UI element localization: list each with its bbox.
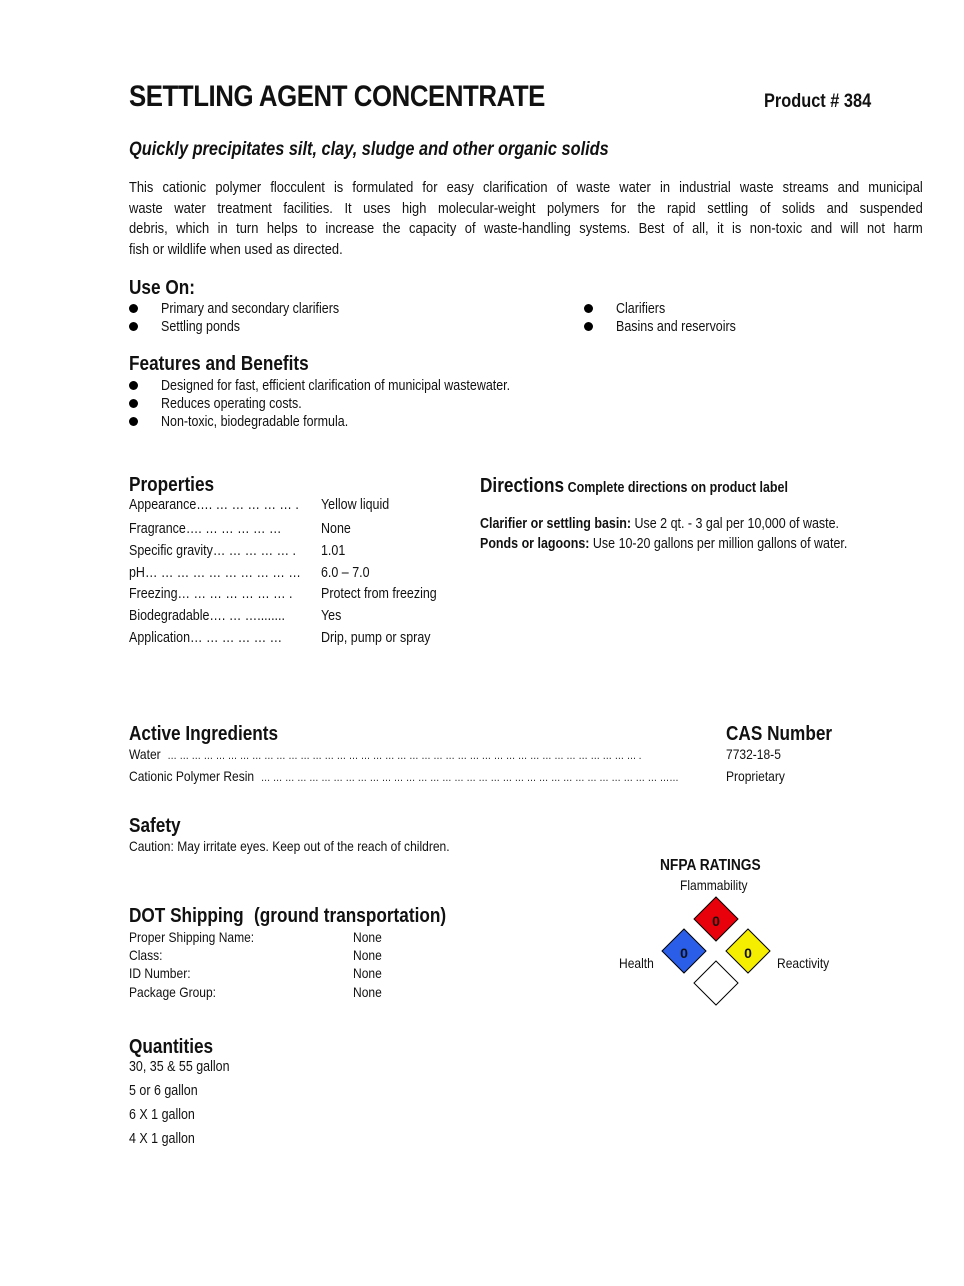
use-on-list-right	[584, 300, 884, 336]
intro-paragraph	[129, 178, 923, 260]
property-value: 1.01	[321, 543, 346, 559]
cas-number: 7732-18-5	[726, 746, 781, 762]
dot-header	[129, 905, 446, 928]
direction-line	[480, 536, 847, 552]
ingredient-row	[129, 768, 679, 784]
list-item: Designed for fast, efficient clarification of municipal wastewater.	[129, 377, 629, 395]
list-item: Primary and secondary clarifiers	[129, 300, 549, 318]
property-label: pH… … … … … … … … … …	[129, 565, 301, 581]
nfpa-special-diamond	[694, 961, 738, 1005]
property-label: Application… … … … … …	[129, 630, 283, 646]
property-value: Drip, pump or spray	[321, 630, 431, 646]
property-label: Specific gravity… … … … … .	[129, 543, 297, 559]
bullet-icon	[129, 304, 138, 313]
bullet-icon	[129, 381, 138, 390]
intro-line: debris, which in turn helps to increase the capacity of waste-handling systems. Best of all, it is non-toxic and will not harm	[129, 220, 923, 237]
nfpa-reactivity-value: 0	[744, 945, 752, 961]
dot-label: Proper Shipping Name:	[129, 929, 255, 945]
ingredient-name: Cationic Polymer Resin	[129, 768, 255, 784]
direction-label: Ponds or lagoons:	[480, 536, 590, 552]
direction-text: Use 2 qt. - 3 gal per 10,000 of waste.	[631, 516, 840, 532]
nfpa-flammability-value: 0	[712, 913, 720, 929]
safety-heading: Safety	[129, 815, 181, 837]
bullet-icon	[129, 399, 138, 408]
use-on-list-left	[129, 300, 549, 336]
property-value: Protect from freezing	[321, 586, 437, 602]
direction-label: Clarifier or settling basin:	[480, 516, 632, 532]
direction-text: Use 10-20 gallons per million gallons of water.	[589, 536, 848, 552]
dot-value: None	[353, 947, 382, 963]
property-value: None	[321, 521, 351, 537]
dot-value: None	[353, 984, 382, 1000]
properties-heading: Properties	[129, 474, 215, 496]
property-value: 6.0 – 7.0	[321, 565, 370, 581]
bullet-icon	[129, 322, 138, 331]
dot-label: Class:	[129, 947, 163, 963]
intro-line: waste water treatment facilities. It uses high molecular-weight polymers for the rapid settling of solids and suspended	[129, 199, 923, 217]
bullet-icon	[129, 417, 138, 426]
ingredient-name: Water	[129, 746, 161, 762]
dot-label: Package Group:	[129, 984, 217, 1000]
property-label: Appearance…. … … … … … .	[129, 497, 299, 513]
nfpa-title: NFPA RATINGS	[660, 857, 761, 874]
subtitle: Quickly precipitates silt, clay, sludge and other organic solids	[129, 139, 609, 160]
product-number: Product # 384	[764, 91, 872, 112]
direction-line	[480, 516, 839, 532]
property-label: Fragrance…. … … … … …	[129, 521, 282, 537]
directions-subheading: Complete directions on product label	[567, 480, 788, 496]
property-label: Biodegradable…. … …........	[129, 608, 285, 624]
list-item: Reduces operating costs.	[129, 395, 629, 413]
use-on-heading: Use On:	[129, 277, 195, 299]
property-value: Yellow liquid	[321, 497, 390, 513]
list-item: Settling ponds	[129, 318, 549, 336]
bullet-icon	[584, 322, 593, 331]
quantity-item: 6 X 1 gallon	[129, 1107, 195, 1123]
quantity-item: 30, 35 & 55 gallon	[129, 1059, 230, 1075]
quantity-item: 5 or 6 gallon	[129, 1083, 198, 1099]
ingredient-row	[129, 746, 641, 762]
dot-subheading: (ground transportation)	[254, 905, 447, 927]
ingredients-heading: Active Ingredients	[129, 723, 279, 745]
quantity-item: 4 X 1 gallon	[129, 1131, 195, 1147]
list-item: Non-toxic, biodegradable formula.	[129, 413, 629, 431]
intro-line: fish or wildlife when used as directed.	[129, 240, 343, 258]
dot-label: ID Number:	[129, 965, 191, 981]
features-heading: Features and Benefits	[129, 353, 309, 375]
safety-text: Caution: May irritate eyes. Keep out of the reach of children.	[129, 838, 450, 854]
property-value: Yes	[321, 608, 342, 624]
cas-number: Proprietary	[726, 768, 785, 784]
intro-line: This cationic polymer flocculent is formulated for easy clarification of waste water in industrial waste streams and municipal	[129, 179, 923, 196]
ingredient-dots: … … … … … … … … … … … … … … … … … … … … … … … … … … … … … … … … … ……	[260, 772, 679, 784]
directions-heading: Directions	[480, 475, 565, 497]
nfpa-flammability-label: Flammability	[680, 877, 748, 893]
bullet-icon	[584, 304, 593, 313]
list-item: Clarifiers	[584, 300, 884, 318]
directions-header	[480, 475, 788, 498]
quantities-heading: Quantities	[129, 1036, 214, 1058]
dot-value: None	[353, 929, 382, 945]
property-label: Freezing… … … … … … … .	[129, 586, 293, 602]
nfpa-health-label: Health	[619, 955, 654, 971]
nfpa-reactivity-label: Reactivity	[777, 955, 830, 971]
page-title: SETTLING AGENT CONCENTRATE	[129, 80, 545, 113]
cas-heading: CAS Number	[726, 723, 833, 745]
ingredient-dots: … … … … … … … … … … … … … … … … … … … … … … … … … … … … … … … … … … … … … … … .	[167, 750, 642, 762]
dot-heading: DOT Shipping	[129, 905, 244, 927]
nfpa-health-value: 0	[680, 945, 688, 961]
dot-value: None	[353, 965, 382, 981]
features-list	[129, 377, 629, 431]
nfpa-diamond	[655, 893, 785, 1015]
list-item: Basins and reservoirs	[584, 318, 884, 336]
